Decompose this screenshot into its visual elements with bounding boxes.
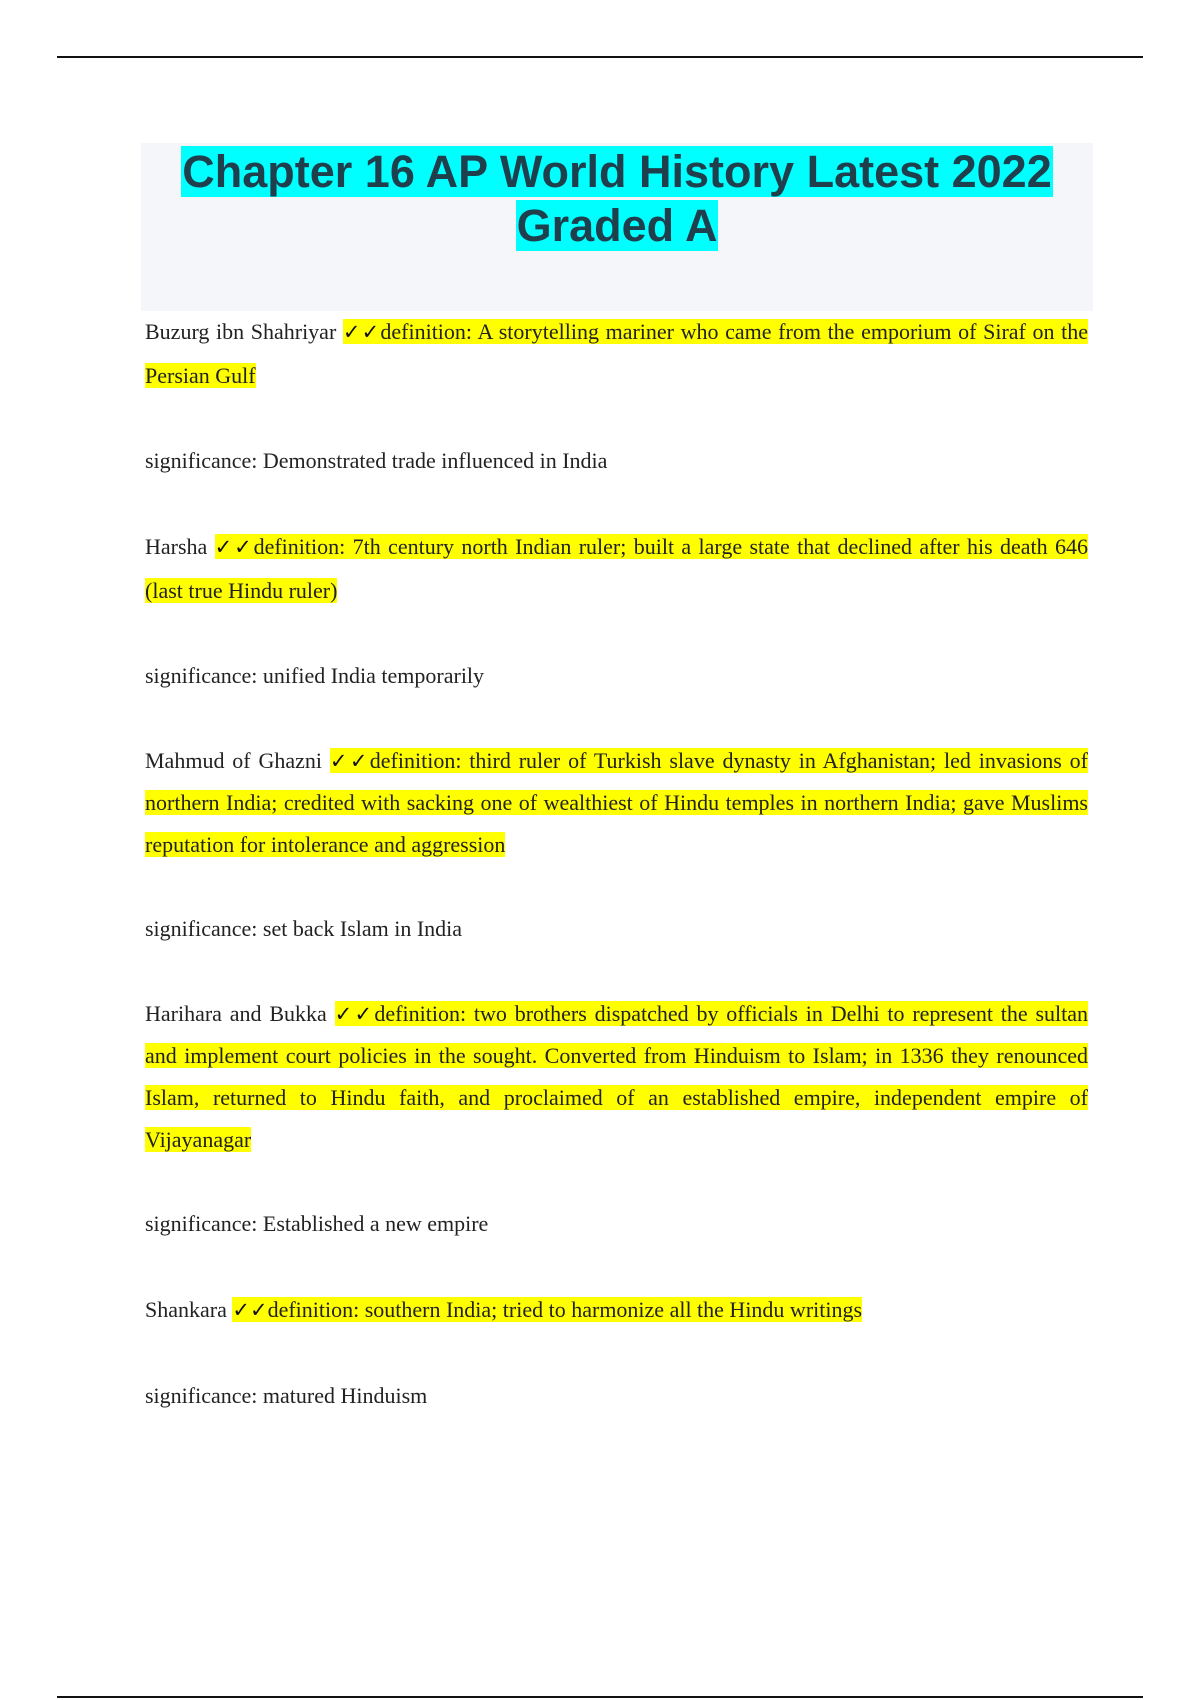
title-block bbox=[141, 143, 1093, 311]
page-title bbox=[141, 143, 1093, 253]
definition-text: definition: A storytelling mariner who came from the emporium of Siraf on the Persian Gulf bbox=[145, 319, 1088, 388]
entry-buzurg bbox=[145, 310, 1088, 398]
title-line-1: Chapter 16 AP World History Latest 2022 bbox=[182, 146, 1052, 197]
definition-text: definition: southern India; tried to harmonize all the Hindu writings bbox=[267, 1297, 863, 1322]
title-line-2: Graded A bbox=[516, 200, 718, 251]
entry-significance: significance: unified India temporarily bbox=[145, 663, 485, 688]
entry-shankara bbox=[145, 1288, 1088, 1332]
entry-term: Harsha bbox=[145, 534, 208, 559]
double-check-icon: ✓✓ bbox=[214, 535, 254, 559]
entry-significance: significance: matured Hinduism bbox=[145, 1383, 428, 1408]
double-check-icon: ✓✓ bbox=[232, 1298, 268, 1322]
header-rule bbox=[57, 56, 1143, 58]
entry-term: Harihara and Bukka bbox=[145, 1001, 327, 1026]
entry-definition bbox=[145, 534, 1088, 603]
entry-significance: significance: Demonstrated trade influenced in India bbox=[145, 448, 608, 473]
entry-term: Shankara bbox=[145, 1297, 227, 1322]
double-check-icon: ✓✓ bbox=[342, 320, 381, 344]
entry-term: Mahmud of Ghazni bbox=[145, 748, 323, 773]
footer-rule bbox=[57, 1696, 1143, 1698]
definition-text: definition: two brothers dispatched by officials in Delhi to represent the sultan and implement court policies in the sought. Converted from Hinduism to Islam; in 1336 they renounced Islam, returned to Hindu faith, and proclaimed of an established empire, independent empire of Vijayanagar bbox=[145, 1001, 1089, 1152]
entry-term: Buzurg ibn Shahriyar bbox=[145, 319, 337, 344]
document-body bbox=[145, 310, 1088, 1418]
double-check-icon: ✓✓ bbox=[334, 1002, 375, 1026]
entry-significance: significance: Established a new empire bbox=[145, 1211, 489, 1236]
definition-text: definition: 7th century north Indian ruler; built a large state that declined after his death 646 (last true Hindu ruler) bbox=[145, 534, 1088, 603]
entry-definition bbox=[232, 1297, 862, 1322]
entry-mahmud bbox=[145, 740, 1088, 866]
definition-text: definition: third ruler of Turkish slave dynasty in Afghanistan; led invasions of northern India; credited with sacking one of wealthiest of Hindu temples in northern India; gave Muslims reputation for intolerance and aggression bbox=[145, 748, 1089, 857]
entry-harihara-bukka bbox=[145, 993, 1088, 1161]
entry-harsha bbox=[145, 525, 1088, 613]
double-check-icon: ✓✓ bbox=[329, 749, 370, 773]
entry-significance: significance: set back Islam in India bbox=[145, 916, 463, 941]
